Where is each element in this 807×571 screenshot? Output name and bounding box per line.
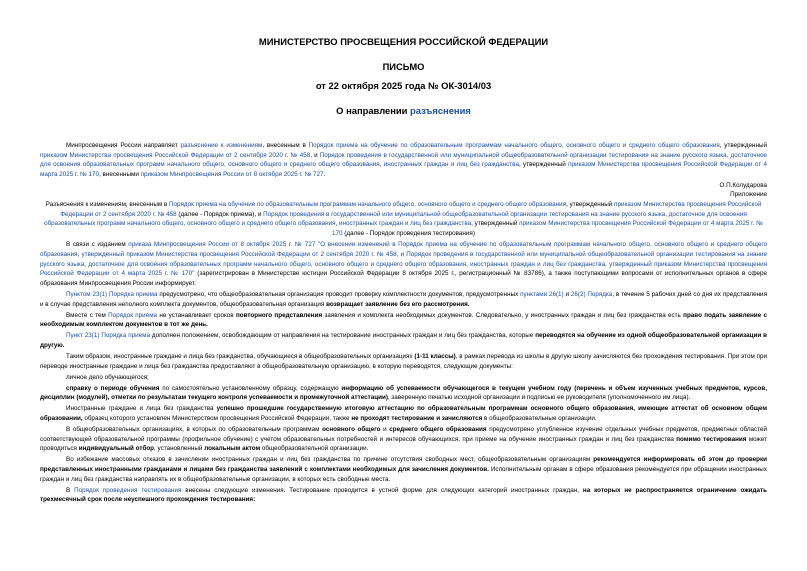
- text: , внесенным в: [262, 142, 309, 149]
- text: предусмотрено углубленное изучение отдельных учебных предметов, предметных областей соответствующей образовательной программы (профильное обучение) с учетом образовательных потребностей и интересов обучающихся, при приеме на обучение иностранных граждан и лиц без гражданства: [40, 426, 767, 443]
- text: может проводиться: [40, 435, 767, 453]
- bold-text: повторного представления: [235, 311, 323, 319]
- link-clause-26-2[interactable]: 26(2) Порядка: [570, 290, 613, 298]
- text: образец которого установлен Министерством просвещения Российской Федерации, также: [82, 415, 352, 423]
- signature: О.П.Колударова: [719, 181, 767, 189]
- document-type: ПИСЬМО: [382, 61, 425, 72]
- text: по самостоятельно установленному образцу, содержащую: [159, 384, 342, 392]
- text: , утвержденный: [471, 220, 520, 228]
- intro-paragraph: [40, 141, 767, 179]
- bold-text: помимо тестирования: [676, 435, 747, 443]
- bold-text: индивидуальный отбор: [78, 445, 155, 453]
- text: , утвержденный: [566, 201, 615, 209]
- document-date-number: от 22 октября 2025 года № ОК-3014/03: [315, 80, 492, 91]
- appendix-label: Приложение: [730, 191, 767, 199]
- bold-text: на которых не распространяется ограничение ожидать трехмесячный срок после неуспешного прохождения тестирования:: [40, 486, 768, 504]
- bold-text: (1-11 классы): [414, 352, 456, 360]
- text: , в рамках перевода из школы в другую школу зачисляются без прохождения тестирования. При этом при переводе иностранные граждане и лица без гражданства предоставляют в общеобразовательную организацию, в которую переводятся, следующие документы:: [40, 352, 767, 370]
- bold-text: рекомендуется информировать об этом до проверки представленных иностранными гражданами и лицами без гражданства заявлений с комплектами необходимых для зачисления документов.: [40, 456, 767, 473]
- paragraph-3: [40, 311, 767, 330]
- text: Исполнительным органам в сфере образования рекомендуется при обращении иностранных граждан и лиц без гражданства направлять их в общеобразовательные организации, в которых есть свободные места.: [40, 466, 767, 483]
- paragraph-8: [40, 404, 767, 423]
- text: , внесенными: [99, 170, 141, 178]
- link-admission-order[interactable]: Порядок приема: [108, 311, 158, 319]
- bold-text: основного общего: [322, 426, 381, 434]
- text: (далее - Порядок приема), и: [176, 210, 264, 218]
- text: В: [66, 486, 75, 494]
- text: В общеобразовательных организациях, в которых по образовательным программам: [66, 426, 323, 434]
- link-clarification[interactable]: разъяснение к изменениям: [180, 142, 263, 149]
- text: В связи с изданием: [66, 241, 129, 249]
- paragraph-5: [40, 352, 767, 371]
- link-order-727[interactable]: приказом Минпросвещения России от 8 октября 2025 г. № 727: [140, 170, 324, 178]
- bold-text: возвращает заявление без его рассмотрения.: [326, 300, 470, 308]
- bold-text: право подать заявление с необходимым комплектом документов в тот же день.: [40, 311, 767, 329]
- text: , заверенную печатью исходной организации и подписью ее руководителя (уполномоченного им лица).: [387, 394, 691, 402]
- text: и: [563, 290, 571, 298]
- text: (далее - Порядок проведения тестирования): [342, 229, 475, 237]
- text: в общеобразовательные организации.: [482, 415, 597, 423]
- bold-text: справку о периоде обучения: [66, 384, 160, 392]
- link-clause-23-1[interactable]: Пунктом 23(1) Порядка приема: [66, 290, 158, 298]
- paragraph-9: [40, 425, 767, 454]
- text: , установленный: [154, 445, 205, 453]
- text: общеобразовательной организации.: [260, 445, 369, 453]
- link-order-170[interactable]: приказом Министерства просвещения Российской Федерации от 4 марта 2025 г. № 170: [40, 161, 767, 178]
- ministry-title: МИНИСТЕРСТВО ПРОСВЕЩЕНИЯ РОССИЙСКОЙ ФЕДЕРАЦИИ: [258, 36, 549, 47]
- link-order-458[interactable]: приказом Министерства просвещения Российской Федерации от 2 сентября 2020 г. № 458: [40, 151, 311, 159]
- link-order-170[interactable]: приказом Министерства просвещения Российской Федерации от 4 марта 2025 г. № 170: [332, 220, 763, 237]
- bold-text: не проходят тестирование и зачисляются: [351, 415, 483, 423]
- text: Разъяснения к изменениям, внесенным в: [45, 201, 170, 209]
- paragraph-7: [40, 384, 767, 403]
- link-order-458[interactable]: приказом Министерства просвещения Российской Федерации от 2 сентября 2020 г. № 458: [60, 201, 762, 218]
- text: Вместе с тем: [66, 311, 109, 319]
- text: (зарегистрирован в Министерстве юстиции Российской Федерации 8 октября 2025 г., регистрационный № 83786), а также поступающими вопросами от исполнительных органов в сфере образования Минпросвещения России информирует.: [40, 270, 768, 287]
- link-admission-order[interactable]: Порядок приема на обучение по образовательным программам начального общего, основного общего и среднего общего образования: [308, 142, 720, 149]
- text: , утвержденный: [518, 161, 569, 169]
- bold-text: информацию об успеваемости обучающегося в текущем учебном году (перечень и объем изученных учебных предметов, курсов, дисциплин (модулей), отметки по результатам текущего контроля успеваемости и промежуточной аттестации): [40, 384, 767, 402]
- appendix-title: [40, 200, 767, 238]
- link-clause-23-1[interactable]: Пункт 23(1) Порядка приема: [66, 332, 150, 340]
- text: заявления и комплекта необходимых документов. Следовательно, у иностранных граждан и лиц без гражданства есть: [322, 311, 684, 319]
- paragraph-2: [40, 290, 767, 309]
- paragraph-10: [40, 455, 767, 484]
- paragraph-11: [40, 486, 767, 505]
- link-clause-26-1[interactable]: пунктами 26(1): [520, 290, 564, 298]
- bold-text: среднего общего образования: [389, 426, 487, 434]
- text: Минпросвещения России направляет: [66, 142, 181, 149]
- text: внесены следующие изменения. Тестирование проводится в устной форме для следующих категорий иностранных граждан,: [181, 486, 583, 494]
- text: , утвержденный: [719, 142, 767, 149]
- text: .: [323, 170, 326, 178]
- subject-link[interactable]: разъяснения: [410, 105, 471, 116]
- link-order-727-full[interactable]: приказа Минпросвещения России от 8 октября 2025 г. № 727 "О внесении изменений в Порядок приема на обучение по образовательным программам начального общего, основного общего и среднего общего образования, утвержденный приказом Министерства просвещения Российской Федерации от 2 сентября 2020 г. № 458, и Порядок проведения в государственной или муниципальной общеобразовательной организации тестирования на знание русского языка, достаточное для освоения образовательных программ начального общего, основного общего и среднего общего образования, иностранных граждан и лиц без гражданства, утвержденный приказом Министерства просвещения Российской Федерации от 4 марта 2025 г. № 170": [40, 241, 768, 278]
- paragraph-4: [40, 331, 767, 350]
- bold-text: переводятся на обучение из одной общеобразовательной организации в другую.: [40, 332, 768, 349]
- text: дополнен положением, освобождающим от направления на тестирование иностранных граждан и лиц без гражданства, которые: [149, 332, 536, 340]
- text: , и: [310, 151, 320, 159]
- link-admission-order[interactable]: Порядок приема на обучение по образовательным программам начального общего, основного общего и среднего общего образования: [169, 201, 567, 209]
- text: Таким образом, иностранные граждане и лица без гражданства, обучающиеся в общеобразовательных организациях: [66, 352, 415, 360]
- bold-text: локальным актом: [204, 445, 261, 453]
- text: Во избежание массовых отказов в зачислении иностранных граждан и лиц без гражданства по причине отсутствия свободных мест, общеобразовательным организациям: [66, 456, 594, 464]
- link-testing-order[interactable]: Порядок проведения в государственной или муниципальной общеобразовательной организации тестирования на знание русского языка, достаточное для освоения образовательных программ начального общего, основного общего и среднего общего образования, иностранных граждан и лиц без гражданства: [44, 210, 747, 228]
- link-testing-order[interactable]: Порядок проведения тестирования: [74, 486, 182, 494]
- paragraph-6: личное дело обучающегося;: [66, 373, 149, 381]
- link-testing-order[interactable]: Порядок проведения в государственной или муниципальной общеобразовательной организации тестирования на знание русского языка, достаточное для освоения образовательных программ начального общего, основного общего и среднего общего образования, иностранных граждан и лиц без гражданства: [40, 151, 767, 169]
- document-body: [40, 141, 767, 505]
- document-subject: [40, 105, 767, 116]
- bold-text: успешно прошедшие государственную итоговую аттестацию по образовательным программам основного общего образования, имеющие аттестат об основном общем образовании,: [40, 405, 767, 423]
- text: и: [380, 426, 390, 434]
- paragraph-1: [40, 240, 767, 288]
- text: предусмотрено, что общеобразовательная организация проводит проверку комплектности документов, предусмотренных: [157, 290, 521, 298]
- text: Иностранные граждане и лица без гражданства: [66, 405, 217, 413]
- text: , в течение 5 рабочих дней со дня их представления и в случае представления неполного комплекта документов, общеобразовательная организация: [40, 290, 767, 308]
- text: не устанавливает сроков: [157, 311, 236, 319]
- subject-prefix: О направлении: [336, 105, 411, 116]
